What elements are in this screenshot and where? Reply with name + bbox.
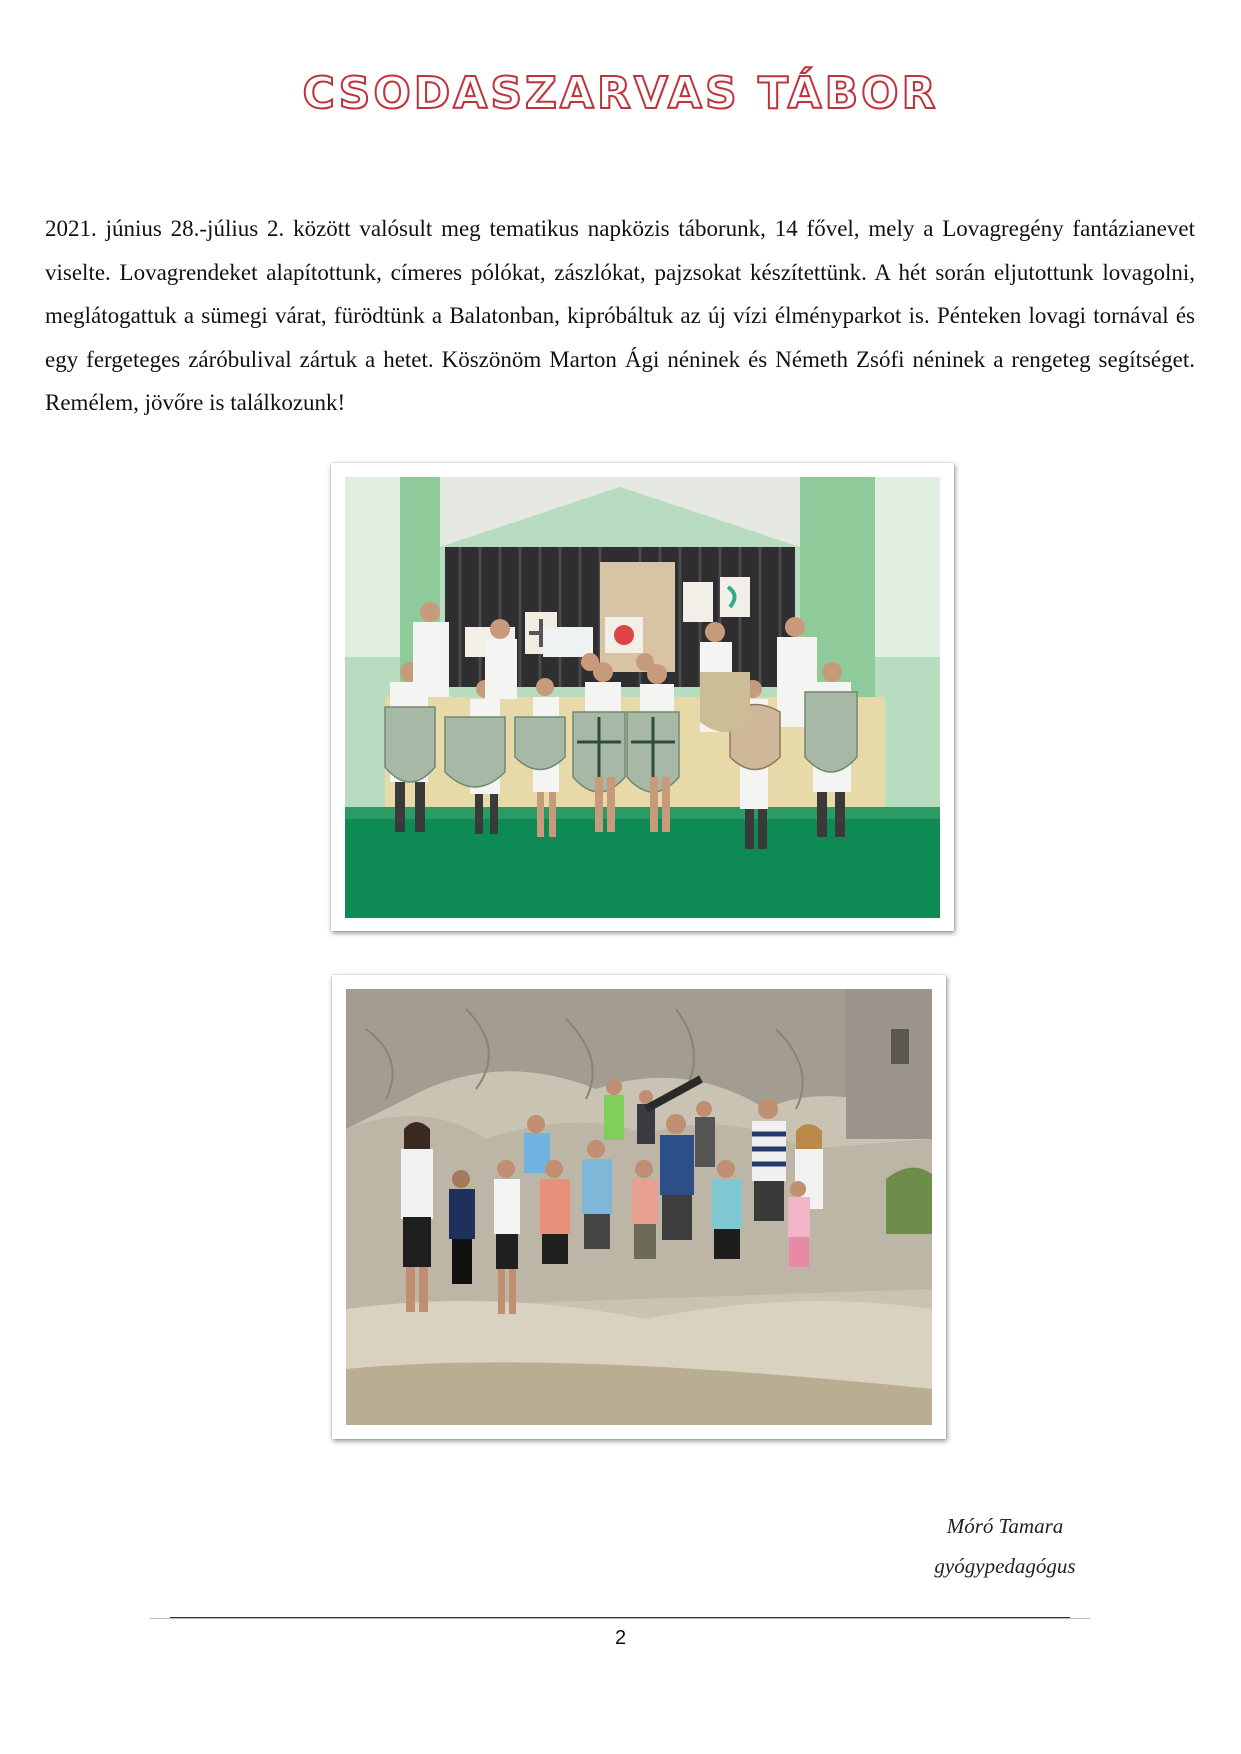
footer-divider-shadow (150, 1618, 1090, 1619)
footer-divider (170, 1617, 1070, 1618)
photo-group-castle-rock (332, 975, 946, 1439)
signature-role: gyógypedagógus (934, 1554, 1076, 1578)
page-title: CSODASZARVAS TÁBOR (302, 68, 939, 119)
page-number: 2 (614, 1627, 627, 1649)
article-paragraph: 2021. június 28.-július 2. között valósult meg tematikus napközis táborunk, 14 fővel, mely a Lovagregény fantázianevet viselte. Lovagrendeket alapítottunk, címeres pólókat, zászlókat, pajzsokat készítettünk. A hét során eljutottunk lovagolni, meglátogattuk a sümegi várat, fürödtünk a Balatonban, kipróbáltuk az új vízi élményparkot is. Pénteken lovagi tornával és egy fergeteges záróbulival zártuk a hetet. Köszönöm Marton Ági néninek és Németh Zsófi néninek a rengeteg segítséget. Remélem, jövőre is találkozunk! (45, 216, 1195, 415)
photo-group-castle-rock-image (346, 989, 932, 1425)
signature-name: Móró Tamara (946, 1514, 1064, 1538)
photo-group-indoor-shields (331, 463, 954, 931)
photo-group-indoor-shields-image (345, 477, 940, 918)
